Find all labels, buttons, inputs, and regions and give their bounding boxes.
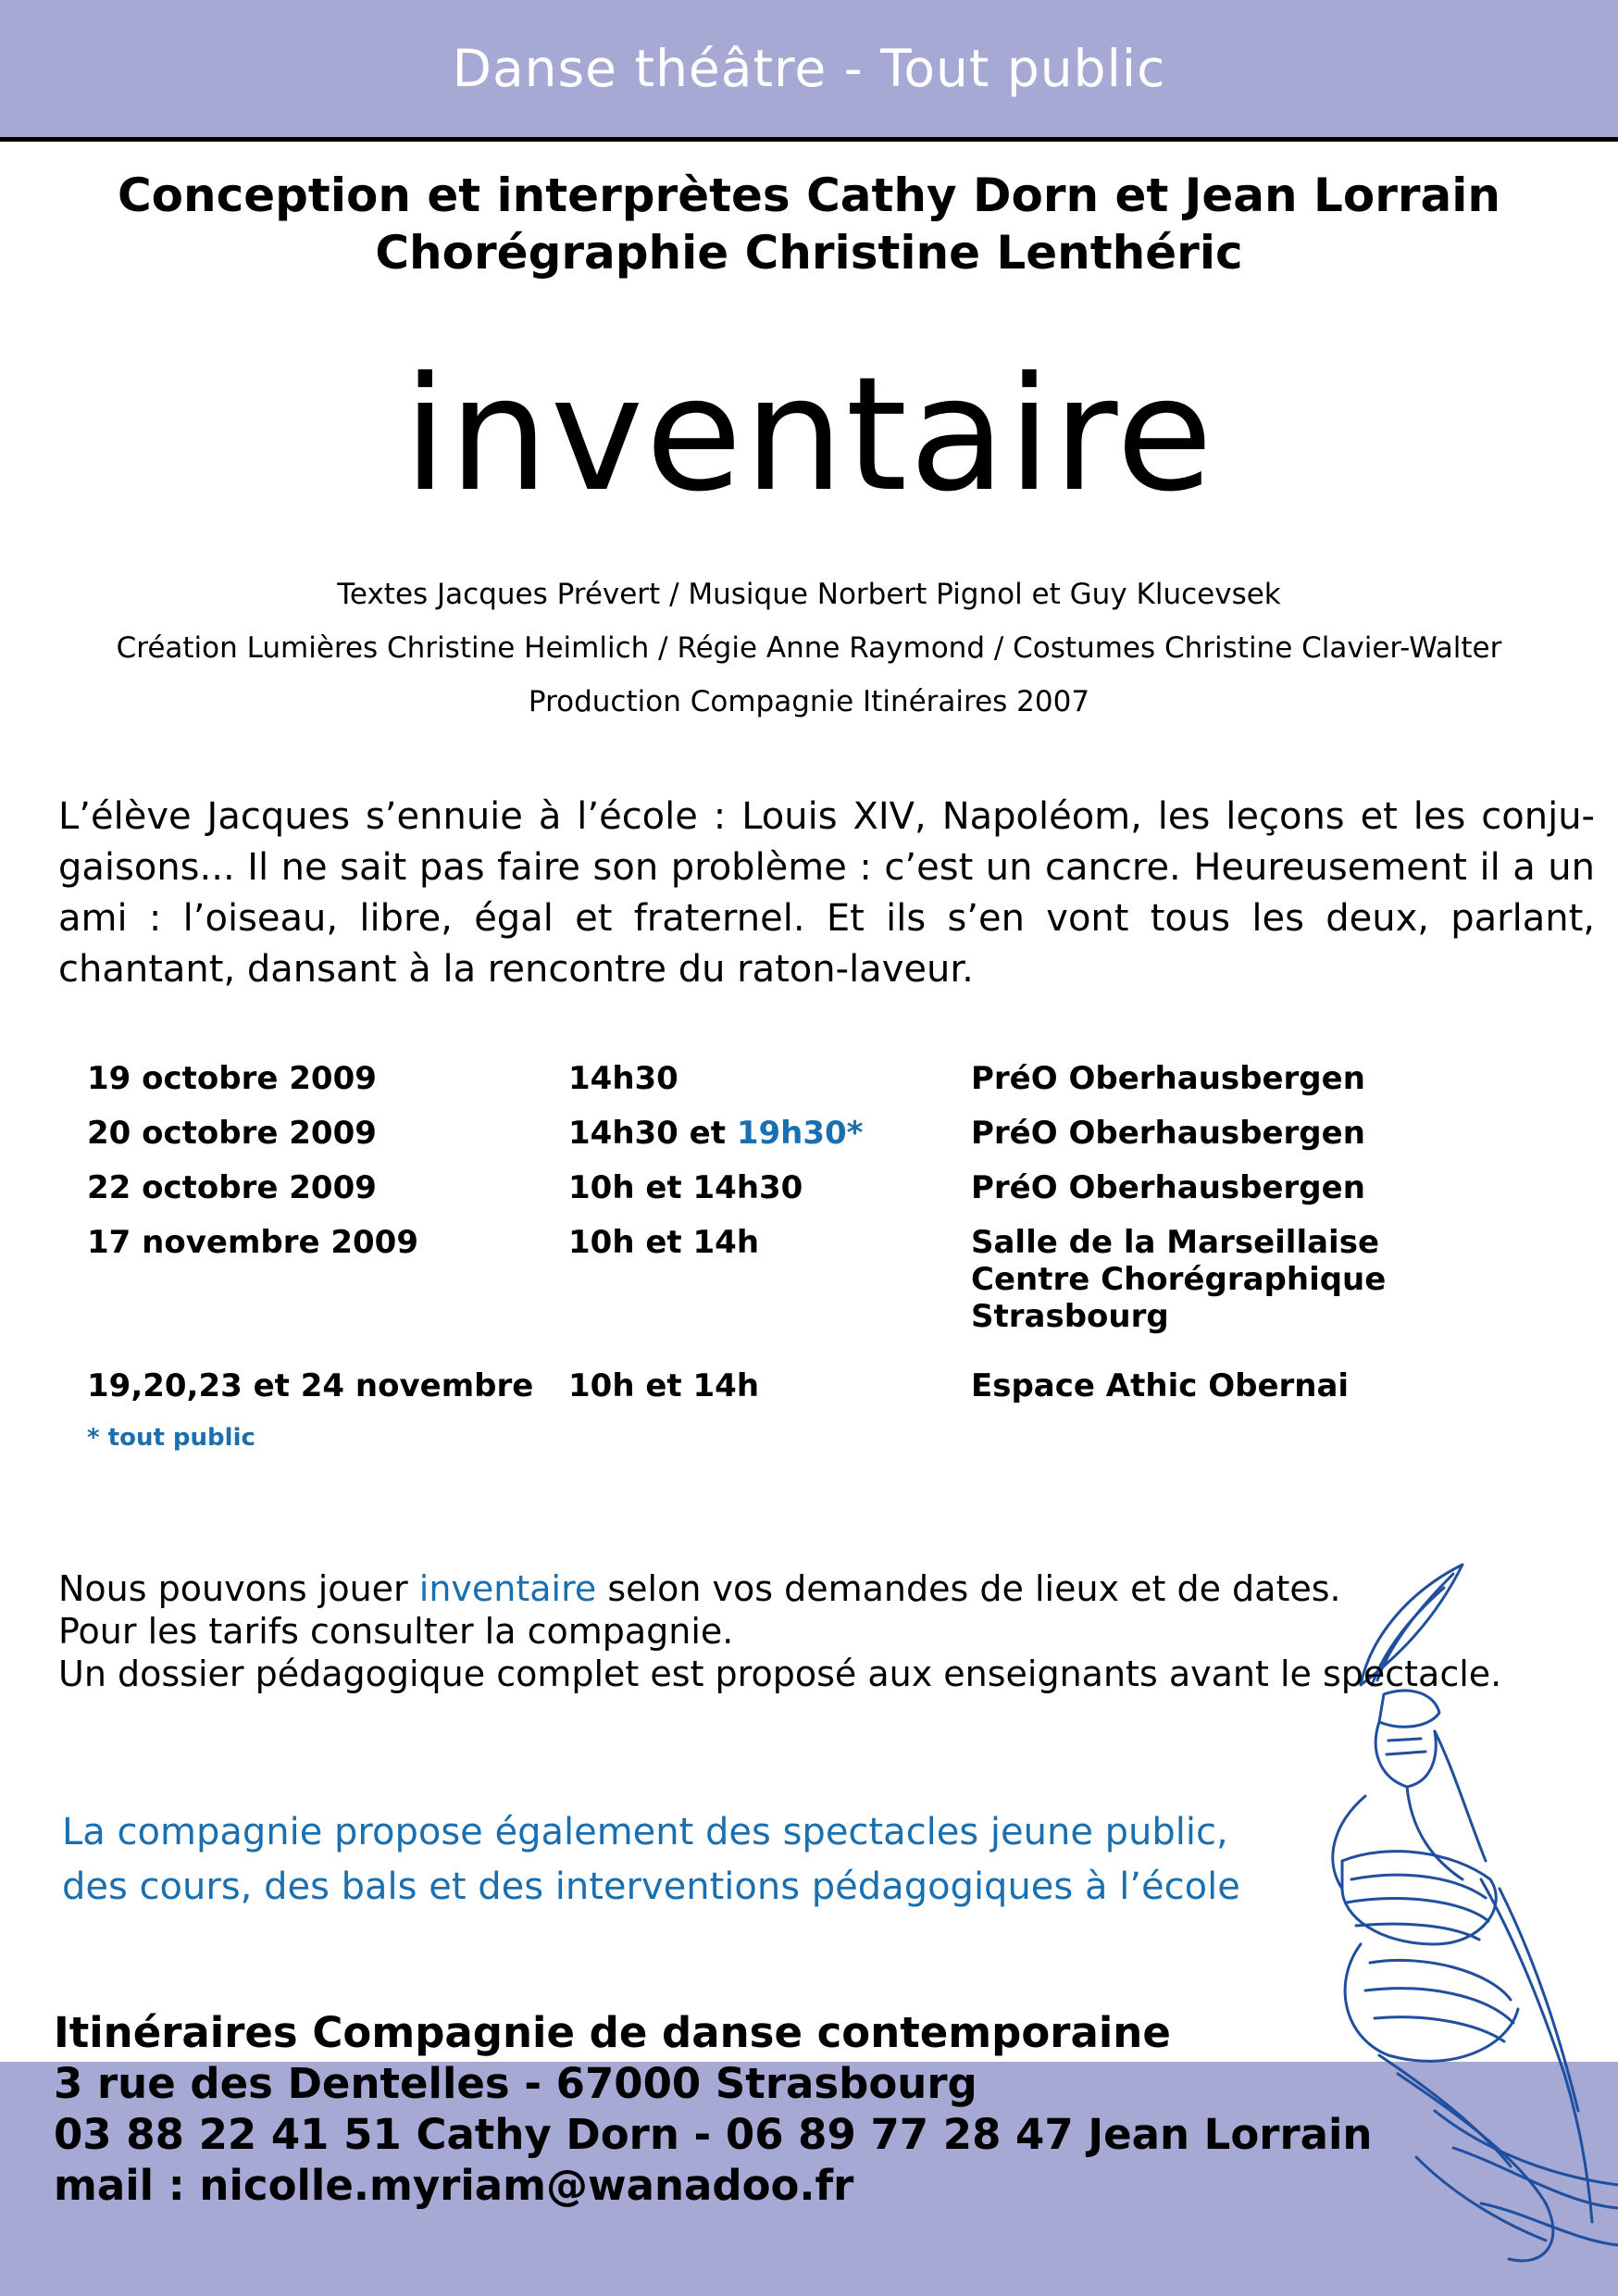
venue-line: Salle de la Marseillaise (971, 1224, 1380, 1261)
credits-technical: Création Lumières Christine Heimlich / Régie Anne Raymond / Costumes Christine Clavier-Walter (116, 631, 1502, 665)
credits-production: Production Compagnie Itinéraires 2007 (528, 685, 1090, 718)
schedule-date: 19,20,23 et 24 novembre (87, 1367, 534, 1404)
schedule-footnote: * tout public (87, 1424, 255, 1452)
info-line-2: Pour les tarifs consulter la compagnie. (58, 1611, 734, 1652)
schedule-venue (971, 1224, 1386, 1335)
info-line-3: Un dossier pédagogique complet est proposé aux enseignants avant le spectacle. (58, 1653, 1502, 1694)
venue-line: Strasbourg (971, 1298, 1169, 1335)
genre-label: Danse théâtre - Tout public (452, 39, 1166, 98)
schedule-date: 17 novembre 2009 (87, 1224, 418, 1261)
credits-texts-music: Textes Jacques Prévert / Musique Norbert Pignol et Guy Klucevsek (337, 578, 1281, 611)
synopsis: L’élève Jacques s’ennuie à l’école : Louis XIV, Napoléom, les leçons et les conju-gaisons... Il ne sait pas faire son problème : c’est un cancre. Heureusement il a un ami : l’oiseau, libre, égal et fraternel. Et ils s’en vont tous les deux, parlant, chantant, dansant à la rencontre du raton-laveur. (58, 795, 1595, 991)
schedule-venue: PréO Oberhausbergen (971, 1115, 1365, 1152)
schedule-venue: Espace Athic Obernai (971, 1367, 1350, 1404)
schedule-date: 19 octobre 2009 (87, 1060, 377, 1097)
schedule-time: 14h30 (568, 1060, 678, 1097)
schedule-time-public: 19h30* (736, 1115, 864, 1152)
production-credits (0, 568, 1618, 729)
company-email: mail : nicolle.myriam@wanadoo.fr (54, 2161, 854, 2210)
booking-info (58, 1567, 1586, 1695)
show-title: inventaire (403, 343, 1215, 527)
schedule-time: 10h et 14h (568, 1367, 760, 1404)
services-line-1: La compagnie propose également des spectacles jeune public, (62, 1811, 1228, 1853)
services-text (62, 1805, 1450, 1915)
company-name: Itinéraires Compagnie de danse contemporaine (54, 2008, 1171, 2057)
credits-line-2: Chorégraphie Christine Lenthéric (375, 226, 1243, 280)
credits-line-1: Conception et interprètes Cathy Dorn et Jean Lorrain (117, 168, 1501, 222)
info-text: Nous pouvons jouer (58, 1568, 419, 1609)
services-line-2: des cours, des bals et des interventions pédagogiques à l’école (62, 1866, 1240, 1908)
company-address: 3 rue des Dentelles - 67000 Strasbourg (54, 2059, 977, 2108)
schedule-venue: PréO Oberhausbergen (971, 1169, 1365, 1206)
main-credits (0, 167, 1618, 281)
schedule-time: 10h et 14h (568, 1224, 760, 1261)
info-line-1 (58, 1567, 1586, 1610)
info-title-highlight: inventaire (418, 1568, 597, 1609)
schedule-time-part: 14h30 et (568, 1115, 737, 1152)
info-text: selon vos demandes de lieux et de dates. (596, 1568, 1341, 1609)
contact-block (54, 2007, 1581, 2211)
schedule-time: 10h et 14h30 (568, 1169, 803, 1206)
header-band (0, 0, 1618, 142)
schedule-date: 22 octobre 2009 (87, 1169, 377, 1206)
schedule-venue: PréO Oberhausbergen (971, 1060, 1365, 1097)
company-phones: 03 88 22 41 51 Cathy Dorn - 06 89 77 28 47 Jean Lorrain (54, 2110, 1373, 2159)
schedule-time (568, 1115, 863, 1152)
schedule-date: 20 octobre 2009 (87, 1115, 377, 1152)
venue-line: Centre Chorégraphique (971, 1261, 1387, 1298)
